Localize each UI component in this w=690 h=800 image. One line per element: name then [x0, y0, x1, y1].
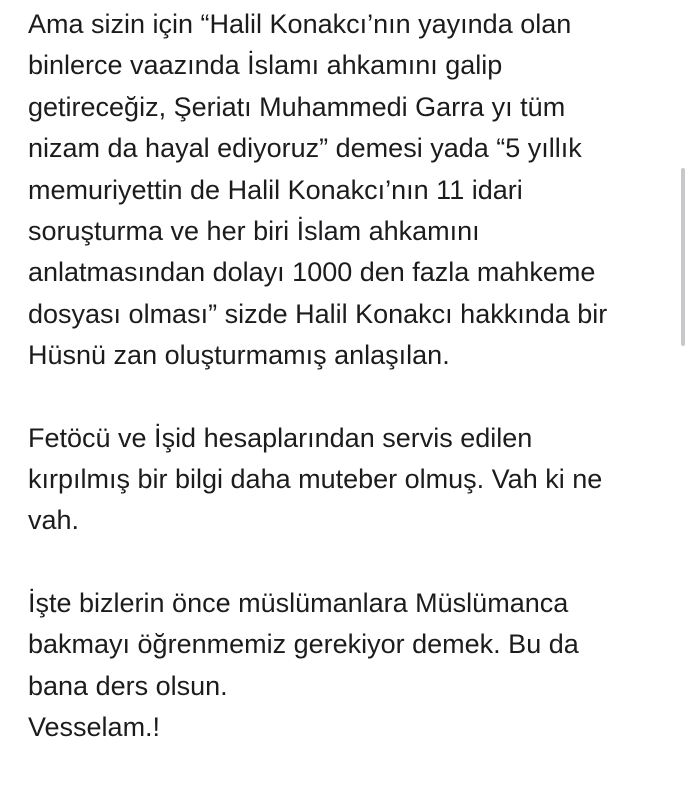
text-line: soruşturma ve her biri İslam ahkamını — [28, 216, 480, 247]
text-line: Fetöcü ve İşid hesaplarından servis edilen — [28, 422, 533, 453]
vertical-scrollbar[interactable] — [681, 168, 685, 346]
text-line: anlatmasından dolayı 1000 den fazla mahkeme — [28, 257, 596, 288]
text-line: memuriyettin de Halil Konakcı’nın 11 idari — [28, 174, 523, 205]
text-line: Hüsnü zan oluşturmamış anlaşılan. — [28, 340, 450, 371]
note-text-body[interactable] — [28, 4, 676, 749]
paragraph-2 — [28, 418, 676, 542]
text-line: binlerce vaazında İslamı ahkamını galip — [28, 50, 503, 81]
text-line: Vesselam.! — [28, 712, 161, 743]
paragraph-1 — [28, 4, 676, 377]
paragraph-spacer — [28, 377, 676, 418]
text-line: nizam da hayal ediyoruz” demesi yada “5 yıllık — [28, 133, 582, 164]
text-line: dosyası olması” sizde Halil Konakcı hakkında bir — [28, 298, 608, 329]
paragraph-spacer — [28, 542, 676, 583]
text-line: kırpılmış bir bilgi daha muteber olmuş. Vah ki ne — [28, 464, 603, 495]
text-line: getireceğiz, Şeriatı Muhammedi Garra yı tüm — [28, 91, 566, 122]
text-line: İşte bizlerin önce müslümanlara Müslümanca — [28, 587, 569, 618]
paragraph-3 — [28, 583, 676, 749]
text-line: bana ders olsun. — [28, 670, 228, 701]
text-line: Ama sizin için “Halil Konakcı’nın yayında olan — [28, 9, 572, 39]
text-line: bakmayı öğrenmemiz gerekiyor demek. Bu da — [28, 629, 579, 660]
text-line: vah. — [28, 505, 80, 536]
